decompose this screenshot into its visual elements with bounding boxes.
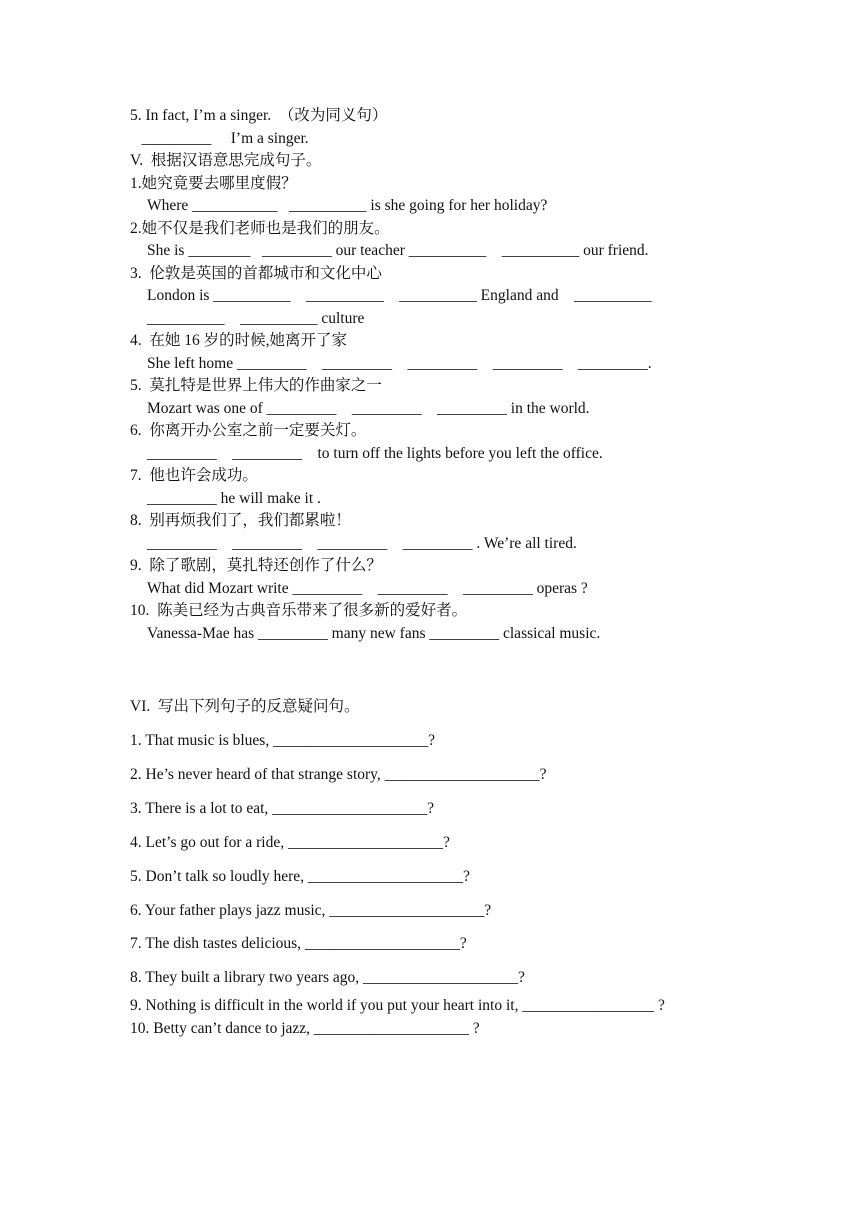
section-v-item-10-cn: 10. 陈美已经为古典音乐带来了很多新的爱好者。	[130, 602, 468, 619]
section-vi-item-7: 7. The dish tastes delicious, ____________________?	[130, 935, 467, 952]
section-v-item-5-en: Mozart was one of _________ _________ _________ in the world.	[147, 400, 590, 417]
section-v-item-1-en: Where ___________ __________ is she going for her holiday?	[147, 197, 548, 214]
section-vi-item-8: 8. They built a library two years ago, ____________________?	[130, 969, 525, 986]
section-v-item-4-cn: 4. 在她 16 岁的时候,她离开了家	[130, 332, 348, 349]
section-vi-item-2: 2. He’s never heard of that strange story, ____________________?	[130, 766, 547, 783]
top-question-5: 5. In fact, I’m a singer. （改为同义句）	[130, 107, 388, 124]
section-vi-item-6: 6. Your father plays jazz music, ____________________?	[130, 902, 492, 919]
top-question-5-answer: _________ I’m a singer.	[130, 130, 309, 147]
section-vi-item-4: 4. Let’s go out for a ride, ____________________?	[130, 834, 450, 851]
section-v-item-1-cn: 1.她究竟要去哪里度假？	[130, 175, 297, 192]
section-v-item-9-en: What did Mozart write _________ _________ _________ operas ?	[147, 580, 588, 597]
section-vi-item-3: 3. There is a lot to eat, ____________________?	[130, 800, 435, 817]
section-v-item-8-en: _________ _________ _________ _________ . We’re all tired.	[147, 535, 577, 552]
section-v-item-2-cn: 2.她不仅是我们老师也是我们的朋友。	[130, 220, 390, 237]
section-v-item-7-en: _________ he will make it .	[147, 490, 321, 507]
section-v-item-6-cn: 6. 你离开办公室之前一定要关灯。	[130, 422, 367, 439]
section-vi-item-10: 10. Betty can’t dance to jazz, ____________________ ?	[130, 1020, 480, 1037]
section-v-item-3-en-cont: __________ __________ culture	[147, 310, 365, 327]
section-vi-item-1: 1. That music is blues, ____________________?	[130, 732, 435, 749]
section-v-item-6-en: _________ _________ to turn off the lights before you left the office.	[147, 445, 603, 462]
section-v-item-5-cn: 5. 莫扎特是世界上伟大的作曲家之一	[130, 377, 382, 394]
section-vi-heading: VI. 写出下列句子的反意疑问句。	[130, 698, 360, 715]
section-v-item-2-en: She is ________ _________ our teacher __________ __________ our friend.	[147, 242, 649, 259]
section-vi-item-5: 5. Don’t talk so loudly here, ____________________?	[130, 868, 470, 885]
section-v-heading: V. 根据汉语意思完成句子。	[130, 152, 322, 169]
section-v-item-9-cn: 9. 除了歌剧，莫扎特还创作了什么？	[130, 557, 382, 574]
section-vi-item-9: 9. Nothing is difficult in the world if you put your heart into it, _________________ ?	[130, 997, 665, 1014]
section-v-item-10-en: Vanessa-Mae has _________ many new fans _________ classical music.	[147, 625, 601, 642]
section-v-item-8-cn: 8. 别再烦我们了，我们都累啦！	[130, 512, 351, 529]
section-v-item-4-en: She left home _________ _________ _________ _________ _________.	[147, 355, 652, 372]
section-v-item-7-cn: 7. 他也许会成功。	[130, 467, 258, 484]
section-v-item-3-en: London is __________ __________ __________ England and __________	[147, 287, 652, 304]
section-v-item-3-cn: 3. 伦敦是英国的首都城市和文化中心	[130, 265, 382, 282]
